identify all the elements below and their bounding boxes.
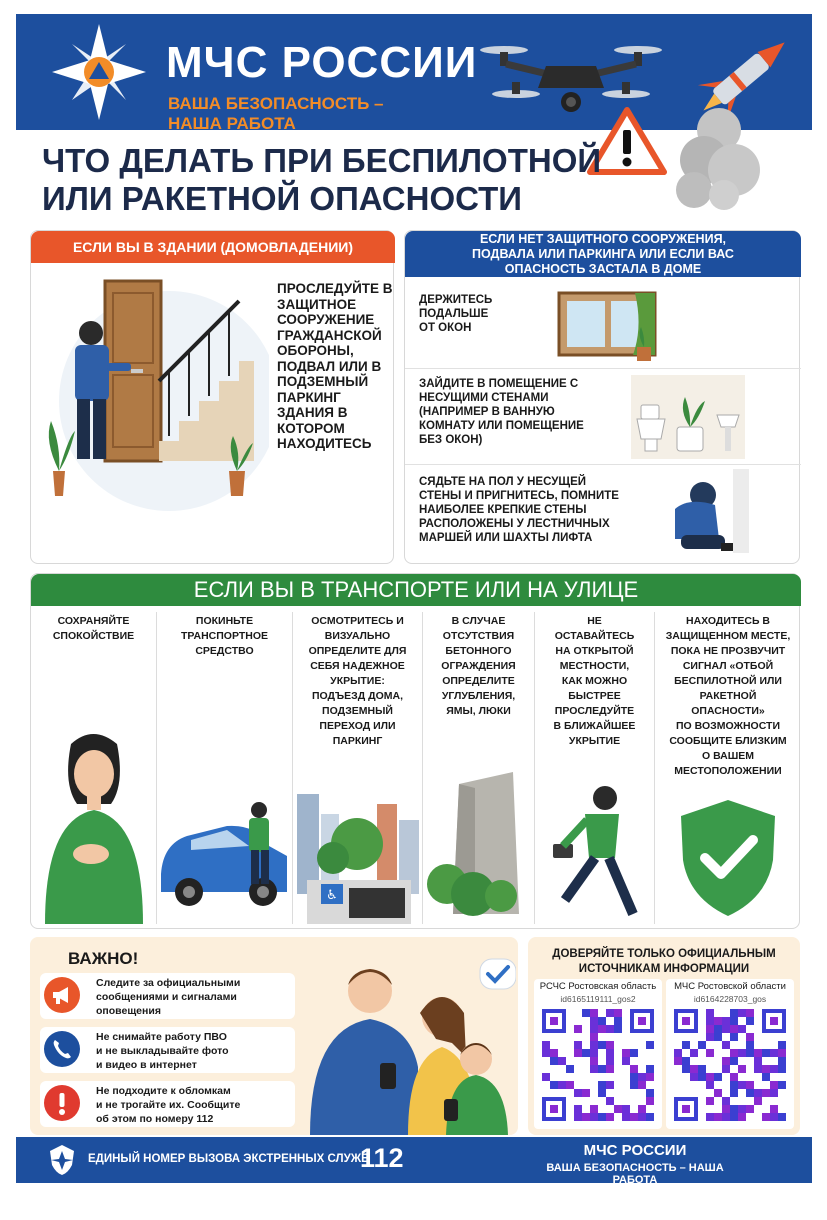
transport-item-text [427, 614, 530, 719]
text-line: НАХОДИТЕСЬ В [686, 615, 770, 627]
text-line: СОХРАНЯЙТЕ [57, 615, 130, 627]
text-line: оповещения [96, 1005, 161, 1017]
transport-item-ditches [423, 612, 535, 924]
text-line: СИГНАЛ «ОТБОЙ [682, 660, 774, 672]
important-item-text [96, 976, 240, 1018]
no-shelter-panel [404, 230, 800, 564]
transport-item-run-to-shelter [535, 612, 655, 924]
text-line: ОПАСНОСТИ» [691, 705, 765, 717]
emercom-star-icon [44, 22, 154, 122]
qr-source-name: РСЧС Ростовская область [539, 981, 657, 992]
qr-card-mchs[interactable] [666, 979, 794, 1129]
text-line: ПОДАЛЬШЕ [419, 308, 489, 320]
no-shelter-item-text [419, 293, 492, 335]
no-shelter-heading-line2: ПОДВАЛА ИЛИ ПАРКИНГА ИЛИ ЕСЛИ ВАС [472, 247, 734, 261]
important-title: ВАЖНО! [68, 949, 139, 968]
svg-text:♿: ♿ [326, 888, 338, 903]
text-line: РАКЕТНОЙ [699, 690, 757, 702]
bathroom-icon [631, 375, 745, 459]
text-line: МАРШЕЙ ИЛИ ШАХТЫ ЛИФТА [419, 532, 593, 544]
no-shelter-heading-line3: ОПАСНОСТЬ ЗАСТАЛА В ДОМЕ [504, 262, 702, 276]
hotline-number[interactable]: 112 [360, 1143, 404, 1173]
header-brand: МЧС РОССИИ [166, 38, 478, 87]
transport-item-stay-safe [655, 612, 801, 924]
page-title [42, 142, 601, 218]
text-line: ЗАЩИЩЕННОМ МЕСТЕ, [665, 630, 791, 642]
header-tagline [168, 94, 383, 130]
no-shelter-item-windows [405, 279, 801, 369]
text-line: ДЕРЖИТЕСЬ [419, 294, 493, 306]
official-sources-title [528, 947, 800, 977]
important-item-text [96, 1084, 240, 1126]
text-line: РАСПОЛОЖЕНЫ У ЛЕСТНИЧНЫХ [419, 518, 610, 530]
text-line: ТРАНСПОРТНОЕ [181, 630, 268, 642]
text-line: НЕ [587, 615, 602, 627]
building-instruction: ПРОСЛЕДУЙТЕ В ЗАЩИТНОЕ СООРУЖЕНИЕ ГРАЖДАНСКОЙ ОБОРОНЫ, ПОДВАЛ ИЛИ В ПОДЗЕМНЫЙ ПАРКИНГ ЗДАНИЯ В КОТОРОМ НАХОДИТЕСЬ [277, 281, 393, 451]
footer-brand: МЧС РОССИИ [583, 1142, 687, 1159]
hotline-label: ЕДИНЫЙ НОМЕР ВЫЗОВА ЭКСТРЕННЫХ СЛУЖБ [88, 1153, 370, 1165]
text-line: БЕТОННОГО [445, 645, 512, 657]
emercom-emblem-icon [46, 1143, 78, 1177]
qr-source-id: id6165119111_gos2 [560, 994, 636, 1004]
smoke-cloud-icon [664, 100, 804, 210]
text-line: УКРЫТИЕ: [330, 675, 385, 687]
important-panel [30, 937, 518, 1135]
transport-heading: ЕСЛИ ВЫ В ТРАНСПОРТЕ ИЛИ НА УЛИЦЕ [31, 574, 801, 606]
text-line: ЗАЙДИТЕ В ПОМЕЩЕНИЕ С [419, 378, 579, 390]
text-line: ОТСУТСТВИЯ [442, 630, 515, 642]
footer-tagline: ВАША БЕЗОПАСНОСТЬ – НАША РАБОТА [546, 1162, 724, 1186]
building-heading: ЕСЛИ ВЫ В ЗДАНИИ (ДОМОВЛАДЕНИИ) [31, 231, 395, 263]
text-line: ПЕРЕХОД ИЛИ [319, 720, 396, 732]
family-with-phones-illustration [280, 947, 516, 1135]
qr-code-icon[interactable] [674, 1009, 786, 1121]
exclamation-icon [44, 1085, 80, 1121]
no-shelter-item-bathroom [405, 369, 801, 465]
text-line: ОПРЕДЕЛИТЕ ДЛЯ [308, 645, 407, 657]
text-line: СРЕДСТВО [195, 645, 254, 657]
megaphone-icon [44, 977, 80, 1013]
text-line: СТЕНЫ И ПРИГНИТЕСЬ, ПОМНИТЕ [419, 490, 619, 502]
important-item-no-filming [40, 1027, 295, 1073]
text-line: В СЛУЧАЕ [451, 615, 506, 627]
title-line2: ИЛИ РАКЕТНОЙ ОПАСНОСТИ [42, 180, 523, 217]
transport-item-text [659, 614, 797, 779]
transport-item-text [539, 614, 650, 749]
footer-bar [16, 1137, 812, 1186]
text-line: НЕСУЩИМИ СТЕНАМИ [419, 392, 549, 404]
transport-item-leave-vehicle [157, 612, 293, 924]
transport-item-text [297, 614, 418, 749]
no-shelter-item-text [419, 377, 584, 447]
crouching-person-icon [645, 469, 751, 559]
text-line: В БЛИЖАЙШЕЕ [553, 720, 636, 732]
tagline-line1: ВАША БЕЗОПАСНОСТЬ – [168, 94, 384, 113]
person-at-stairs-illustration [39, 271, 269, 511]
important-item-debris [40, 1081, 295, 1127]
text-line: НА ОТКРЫТОЙ [555, 645, 634, 657]
building-panel [30, 230, 394, 564]
qr-source-id: id6164228703_gos [693, 994, 767, 1004]
official-sources-panel [528, 937, 800, 1135]
no-shelter-heading-line1: ЕСЛИ НЕТ ЗАЩИТНОГО СООРУЖЕНИЯ, [479, 232, 727, 246]
text-line: БЕСПИЛОТНОЙ ИЛИ [674, 675, 782, 687]
text-line: ПАРКИНГ [332, 735, 383, 747]
text-line: ПОКИНЬТЕ [195, 615, 254, 627]
text-line: и не трогайте их. Сообщите [96, 1099, 241, 1111]
text-line: ОГРАЖДЕНИЯ [441, 660, 516, 672]
underpass-city-illustration [293, 784, 423, 924]
text-line: Не подходите к обломкам [96, 1085, 231, 1097]
transport-item-find-shelter [293, 612, 423, 924]
text-line: МЕСТОПОЛОЖЕНИИ [674, 765, 782, 777]
text-line: КОМНАТУ ИЛИ ПОМЕЩЕНИЕ [419, 420, 584, 432]
text-line: ОСТАВАЙТЕСЬ [554, 630, 635, 642]
text-line: НАИБОЛЕЕ КРЕПКИЕ СТЕНЫ [419, 504, 587, 516]
text-line: ВИЗУАЛЬНО [324, 630, 391, 642]
important-item-follow-alerts [40, 973, 295, 1019]
title-line1: ЧТО ДЕЛАТЬ ПРИ БЕСПИЛОТНОЙ [42, 142, 602, 179]
transport-item-calm [31, 612, 157, 924]
text-line: КАК МОЖНО [561, 675, 628, 687]
text-line: ДОВЕРЯЙТЕ ТОЛЬКО ОФИЦИАЛЬНЫМ [552, 948, 776, 960]
text-line: (НАПРИМЕР В ВАННУЮ [419, 406, 555, 418]
tagline-line2: НАША РАБОТА [168, 114, 296, 130]
text-line: сообщениями и сигналами [96, 991, 237, 1003]
text-line: Следите за официальными [96, 977, 241, 989]
concrete-barrier-illustration [423, 764, 535, 924]
text-line: ПОДЗЕМНЫЙ [322, 705, 393, 717]
qr-code-icon[interactable] [542, 1009, 654, 1121]
text-line: СЕБЯ НАДЕЖНОЕ [310, 660, 405, 672]
text-line: ПРОСЛЕДУЙТЕ [554, 705, 635, 717]
text-line: ОПРЕДЕЛИТЕ [442, 675, 515, 687]
text-line: об этом по номеру 112 [96, 1113, 214, 1125]
phone-icon [44, 1031, 80, 1067]
text-line: ПОКА НЕ ПРОЗВУЧИТ [670, 645, 786, 657]
text-line: УКРЫТИЕ [568, 735, 621, 747]
text-line: ИСТОЧНИКАМ ИНФОРМАЦИИ [578, 963, 750, 975]
qr-card-rschs[interactable] [534, 979, 662, 1129]
qr-source-name: МЧС Ростовской области [674, 981, 786, 992]
text-line: О ВАШЕМ [701, 750, 755, 762]
text-line: МЕСТНОСТИ, [559, 660, 630, 672]
text-line: УГЛУБЛЕНИЯ, [441, 690, 516, 702]
text-line: и видео в интернет [96, 1059, 197, 1071]
text-line: ПОДЪЕЗД ДОМА, [311, 690, 404, 702]
no-shelter-item-floor [405, 465, 801, 563]
important-item-text [96, 1030, 229, 1072]
text-line: ОСМОТРИТЕСЬ И [311, 615, 404, 627]
no-shelter-heading [405, 231, 801, 277]
text-line: СПОКОЙСТВИЕ [52, 630, 135, 642]
text-line: ПО ВОЗМОЖНОСТИ [676, 720, 780, 732]
transport-item-text [161, 614, 288, 659]
text-line: Не снимайте работу ПВО [96, 1031, 227, 1043]
text-line: ЯМЫ, ЛЮКИ [446, 705, 511, 717]
shield-check-icon [655, 794, 801, 924]
car-exit-illustration [157, 774, 293, 924]
window-icon [555, 287, 667, 363]
text-line: ОТ ОКОН [419, 322, 472, 334]
calm-woman-illustration [31, 724, 157, 924]
text-line: СЯДЬТЕ НА ПОЛ У НЕСУЩЕЙ [419, 476, 587, 488]
transport-panel [30, 573, 800, 929]
text-line: БЫСТРЕЕ [568, 690, 621, 702]
text-line: и не выкладывайте фото [96, 1045, 229, 1057]
text-line: СООБЩИТЕ БЛИЗКИМ [669, 735, 787, 747]
running-woman-illustration [535, 774, 655, 924]
no-shelter-item-text [419, 475, 619, 545]
transport-item-text [35, 614, 152, 644]
text-line: БЕЗ ОКОН) [419, 434, 483, 446]
